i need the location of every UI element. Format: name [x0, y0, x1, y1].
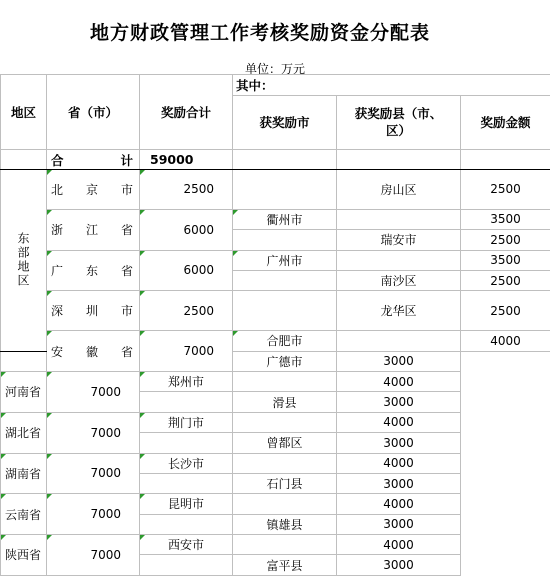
- province-char: 陕: [5, 546, 17, 563]
- table-body: [1, 75, 550, 576]
- province-char: 北: [51, 181, 63, 198]
- award-amount: 4000: [461, 331, 550, 351]
- award-city: 荆门市: [140, 412, 233, 432]
- award-county: [233, 453, 337, 473]
- province-char: 北: [17, 424, 29, 441]
- award-city: 衢州市: [233, 209, 337, 229]
- award-city: 郑州市: [140, 371, 233, 391]
- sum-row: [1, 150, 550, 170]
- header-county: 获奖励县（市、区）: [337, 95, 461, 149]
- award-county: 富平县: [233, 555, 337, 575]
- region-name: 东部地区: [15, 232, 32, 288]
- award-city: [233, 291, 337, 331]
- province-cell: [47, 291, 140, 331]
- unit-label: 单位：万元: [0, 60, 550, 77]
- province-char: 徽: [86, 343, 98, 360]
- award-amount: 4000: [337, 371, 461, 391]
- award-city: 长沙市: [140, 453, 233, 473]
- province-char: 省: [121, 262, 133, 279]
- table-row: [1, 535, 550, 555]
- award-county: 石门县: [233, 473, 337, 493]
- province-char: 省: [29, 383, 41, 400]
- award-county: 镇雄县: [233, 514, 337, 534]
- province-char: 云: [5, 506, 17, 523]
- award-city: [140, 514, 233, 534]
- award-city: [140, 473, 233, 493]
- award-amount: 3500: [461, 250, 550, 270]
- award-county: [233, 371, 337, 391]
- award-county: 广德市: [233, 351, 337, 371]
- province-char: 深: [51, 302, 63, 319]
- province-cell: [47, 209, 140, 250]
- award-city: [233, 270, 337, 290]
- award-county: 曾都区: [233, 433, 337, 453]
- award-county: [337, 331, 461, 351]
- province-char: 安: [51, 343, 63, 360]
- award-amount: 2500: [461, 291, 550, 331]
- province-total: 6000: [140, 209, 233, 250]
- province-total: 2500: [140, 291, 233, 331]
- province-char: 江: [86, 221, 98, 238]
- award-amount: 3000: [337, 473, 461, 493]
- award-county: 滑县: [233, 392, 337, 412]
- award-city: [140, 392, 233, 412]
- award-county: [233, 494, 337, 514]
- province-total: 7000: [47, 371, 140, 412]
- table-row: [1, 412, 550, 432]
- province-char: 省: [29, 506, 41, 523]
- province-total: 7000: [47, 412, 140, 453]
- award-amount: 2500: [461, 170, 550, 210]
- award-amount: 3000: [337, 392, 461, 412]
- award-amount: 3000: [337, 514, 461, 534]
- award-county: 瑞安市: [337, 230, 461, 250]
- allocation-table: [0, 74, 550, 576]
- province-char: 南: [17, 506, 29, 523]
- sum-label: 合 计: [47, 150, 140, 170]
- header-total: 奖励合计: [140, 75, 233, 150]
- region-cell: [1, 170, 47, 352]
- award-city: [140, 555, 233, 575]
- award-amount: 3000: [337, 351, 461, 371]
- province-total: 2500: [140, 170, 233, 210]
- province-char: 东: [86, 262, 98, 279]
- header-city: 获奖励市: [233, 95, 337, 149]
- header-of-which: 其中：: [233, 75, 550, 96]
- province-char: 京: [86, 181, 98, 198]
- province-char: 省: [29, 546, 41, 563]
- award-city: 广州市: [233, 250, 337, 270]
- allocation-sheet: [0, 74, 550, 576]
- award-city: [140, 433, 233, 453]
- province-char: 省: [29, 465, 41, 482]
- header-province: 省（市）: [47, 75, 140, 150]
- province-cell: [47, 250, 140, 291]
- province-char: 湖: [5, 424, 17, 441]
- table-row: [1, 331, 550, 351]
- province-total: 7000: [47, 453, 140, 494]
- award-amount: 3000: [337, 433, 461, 453]
- province-cell: [47, 170, 140, 210]
- province-char: 市: [121, 302, 133, 319]
- province-char: 省: [121, 343, 133, 360]
- province-total: 7000: [47, 494, 140, 535]
- table-row: [1, 453, 550, 473]
- award-amount: 4000: [337, 494, 461, 514]
- award-amount: 2500: [461, 270, 550, 290]
- province-cell: [47, 331, 140, 372]
- award-city: 昆明市: [140, 494, 233, 514]
- table-row: [1, 250, 550, 270]
- province-char: 河: [5, 383, 17, 400]
- province-char: 南: [17, 383, 29, 400]
- award-city: 西安市: [140, 535, 233, 555]
- province-char: 省: [121, 221, 133, 238]
- award-amount: 3500: [461, 209, 550, 229]
- award-amount: 4000: [337, 412, 461, 432]
- award-county: [337, 209, 461, 229]
- province-cell: [1, 453, 47, 494]
- award-county: 房山区: [337, 170, 461, 210]
- award-county: [233, 535, 337, 555]
- province-char: 浙: [51, 221, 63, 238]
- header-amount: 奖励金额: [461, 95, 550, 149]
- province-cell: [1, 535, 47, 576]
- award-amount: 2500: [461, 230, 550, 250]
- province-total: 6000: [140, 250, 233, 291]
- award-amount: 3000: [337, 555, 461, 575]
- award-county: 龙华区: [337, 291, 461, 331]
- province-total: 7000: [47, 535, 140, 576]
- province-char: 市: [121, 181, 133, 198]
- award-amount: 4000: [337, 535, 461, 555]
- province-cell: [1, 494, 47, 535]
- province-char: 广: [51, 262, 63, 279]
- province-total: 7000: [140, 331, 233, 372]
- award-county: [337, 250, 461, 270]
- province-char: 南: [17, 465, 29, 482]
- province-char: 省: [29, 424, 41, 441]
- province-char: 湖: [5, 465, 17, 482]
- table-row: [1, 371, 550, 391]
- province-char: 圳: [86, 302, 98, 319]
- table-row: [1, 494, 550, 514]
- award-amount: 4000: [337, 453, 461, 473]
- table-row: [1, 291, 550, 331]
- sum-total: 59000: [140, 150, 233, 170]
- award-city: [1, 351, 47, 371]
- table-row: [1, 170, 550, 210]
- province-cell: [1, 371, 47, 412]
- award-county: 南沙区: [337, 270, 461, 290]
- table-row: [1, 209, 550, 229]
- award-city: 合肥市: [233, 331, 337, 351]
- award-city: [233, 230, 337, 250]
- province-char: 西: [17, 546, 29, 563]
- page-title: 地方财政管理工作考核奖励资金分配表: [0, 18, 520, 45]
- header-region: 地区: [1, 75, 47, 150]
- award-city: [233, 170, 337, 210]
- award-county: [233, 412, 337, 432]
- province-cell: [1, 412, 47, 453]
